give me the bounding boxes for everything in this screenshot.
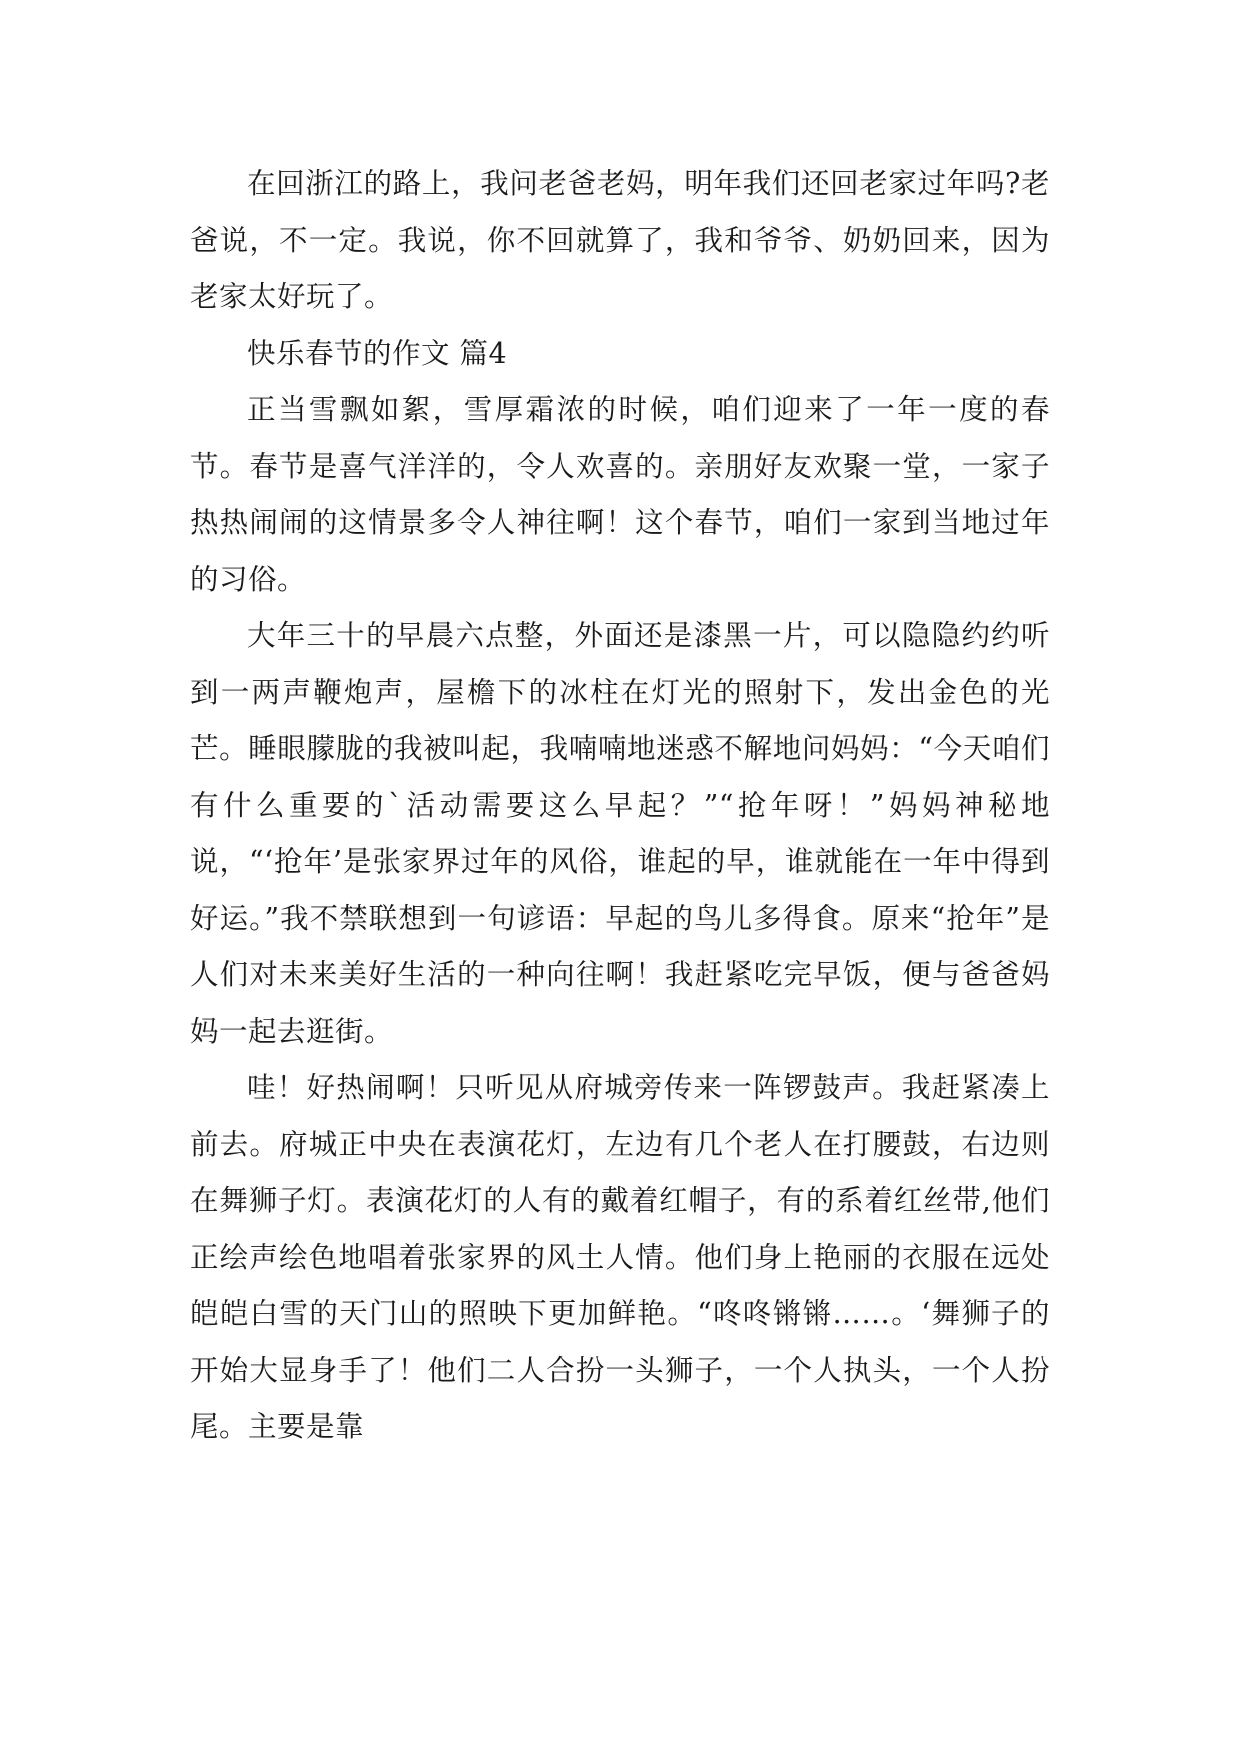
essay-heading: 快乐春节的作文 篇4 [247, 336, 508, 370]
paragraph-morning: 大年三十的早晨六点整，外面还是漆黑一片，可以隐隐约约听到一两声鞭炮声，屋檐下的冰柱在灯光的照射下，发出金色的光芒。睡眼朦胧的我被叫起，我喃喃地迷惑不解地问妈妈：“今天咱们有什么重要的`活动需要这么早起？”“抢年呀！”妈妈神秘地说，“‘抢年’是张家界过年的风俗，谁起的早，谁就能在一年中得到好运。”我不禁联想到一句谚语：早起的鸟儿多得食。原来“抢年”是人们对未来美好生活的一种向往啊！我赶紧吃完早饭，便与爸爸妈妈一起去逛街。 [190, 619, 1050, 1048]
document-body [190, 156, 1050, 1456]
paragraph-intro: 正当雪飘如絮，雪厚霜浓的时候，咱们迎来了一年一度的春节。春节是喜气洋洋的，令人欢喜的。亲朋好友欢聚一堂，一家子热热闹闹的这情景多令人神往啊！这个春节，咱们一家到当地过年的习俗。 [190, 393, 1050, 596]
paragraph-festival: 哇！好热闹啊！只听见从府城旁传来一阵锣鼓声。我赶紧凑上前去。府城正中央在表演花灯，左边有几个老人在打腰鼓，右边则在舞狮子灯。表演花灯的人有的戴着红帽子，有的系着红丝带,他们正绘声绘色地唱着张家界的风土人情。他们身上艳丽的衣服在远处皑皑白雪的天门山的照映下更加鲜艳。“咚咚锵锵……。‘舞狮子的开始大显身手了！他们二人合扮一头狮子，一个人执头，一个人扮尾。主要是靠 [190, 1071, 1050, 1443]
paragraph-closing: 在回浙江的路上，我问老爸老妈，明年我们还回老家过年吗?老爸说，不一定。我说，你不回就算了，我和爷爷、奶奶回来，因为老家太好玩了。 [190, 167, 1050, 313]
